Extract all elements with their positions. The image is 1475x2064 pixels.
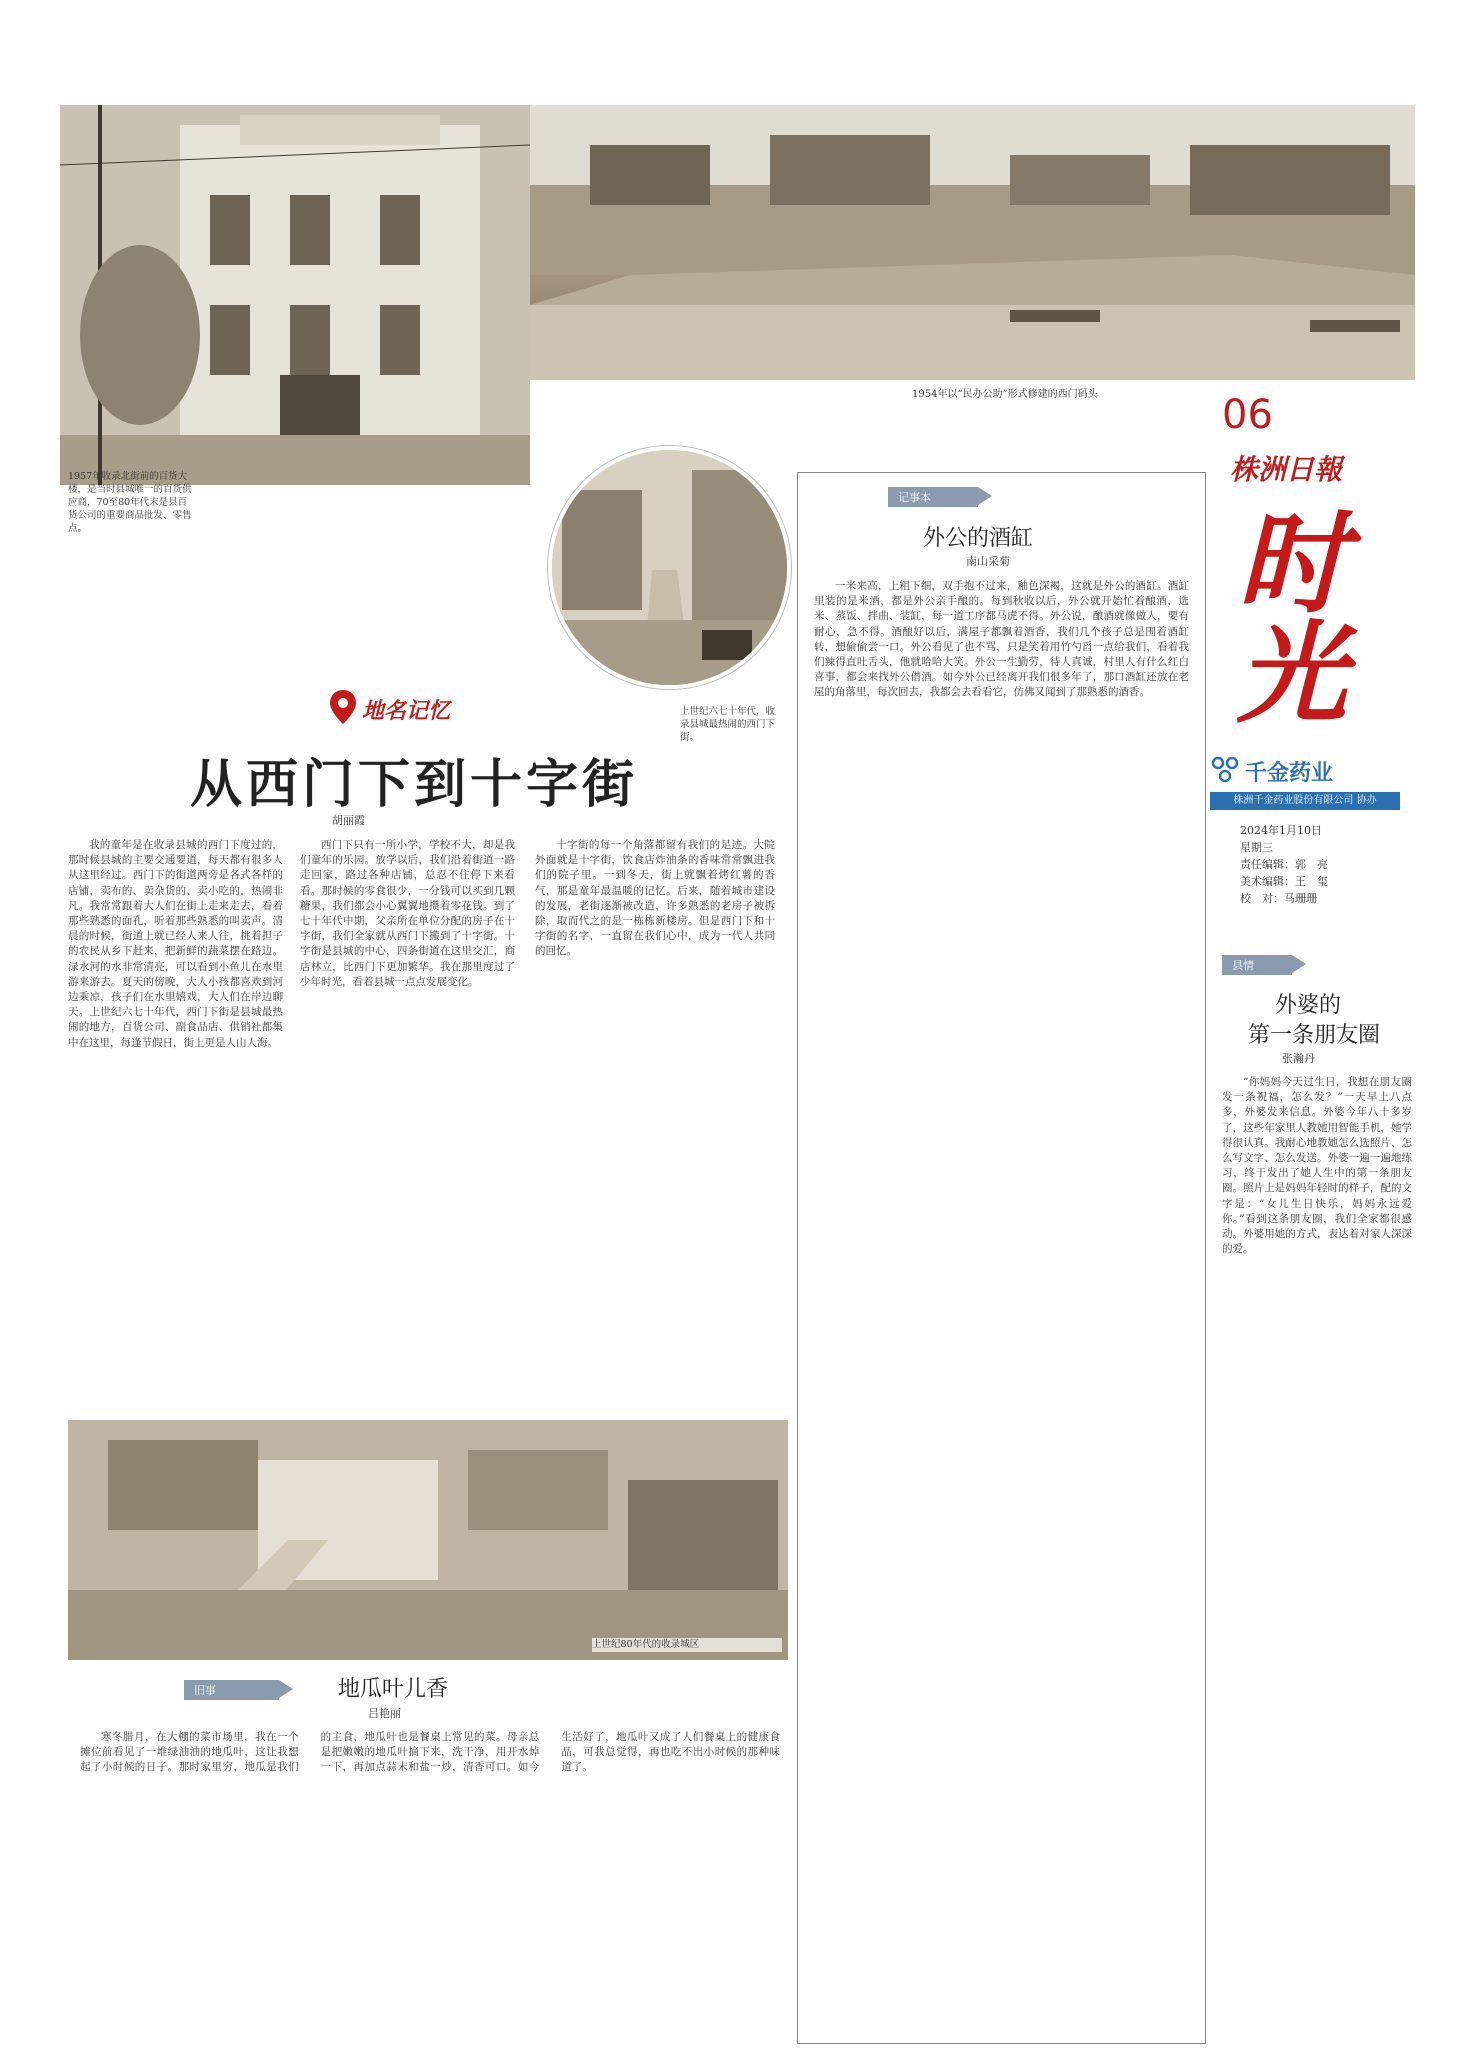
grandma-body [1222,1075,1412,2040]
section-name: 时光 [1219,505,1348,725]
main-col-1 [68,838,283,1413]
issue-weekday: 星期三 [1240,841,1273,854]
newspaper-name: 株洲日報 [1230,453,1343,486]
sweetpotato-body [80,1730,780,2030]
issue-editor: 责任编辑：郭 亮 [1240,858,1328,871]
sponsor-strip: 株洲千金药业股份有限公司 协办 [1210,792,1400,810]
aerial-photo [68,1420,788,1660]
main-col-1-text: 我的童年是在收录县城的西门下度过的，那时候县城的主要交通要道，每天都有很多人从这里经过。西门下的街道两旁是各式各样的店铺，卖布的、卖杂货的、卖小吃的，热闹非凡。我常常跟着大人们在街上走来走去，看着那些熟悉的面孔，听着那些熟悉的叫卖声。清晨的时候，街道上就已经人来人往，挑着担子的农民从乡下赶来，把新鲜的蔬菜摆在路边。渌水河的水非常清亮，可以看到小鱼儿在水里游来游去。夏天的傍晚，大人小孩都喜欢到河边乘凉，孩子们在水里嬉戏，大人们在岸边聊天。上世纪六七十年代，西门下街是县城最热闹的地方，百货公司、副食品店、供销社都集中在这里，每逢节假日，街上更是人山人海。 [68,839,283,1049]
dock-caption: 1954年以“民办公助”形式修建的西门码头 [912,389,1098,400]
wine-jar-box [797,472,1206,2044]
main-col-3-text: 十字街的每一个角落都留有我们的足迹。大院外面就是十字街，饮食店炸油条的香味常常飘进我们的院子里。一到冬天，街上就飘着烤红薯的香气，那是童年最温暖的记忆。后来，随着城市建设的发展，老街逐渐被改造，许多熟悉的老房子被拆除，取而代之的是一栋栋新楼房。但是西门下和十字街的名字，一直留在我们心中，成为一代人共同的回忆。 [535,839,775,958]
issue-proofreader: 校 对：马珊珊 [1240,892,1317,905]
issue-info [1240,822,1410,907]
wine-jar-text: 一米来高，上粗下细，双手抱不过来，釉色深褐，这就是外公的酒缸。酒缸里装的是米酒，都是外公亲手酿的。每到秋收以后，外公就开始忙着酿酒，选米、蒸饭、拌曲、装缸，每一道工序都马虎不得。外公说，酿酒就像做人，要有耐心，急不得。酒酿好以后，满屋子都飘着酒香，我们几个孩子总是围着酒缸转，想偷偷尝一口。外公看见了也不骂，只是笑着用竹勺舀一点给我们，看着我们辣得直吐舌头，他就哈哈大笑。外公一生勤劳，待人真诚，村里人有什么红白喜事，都会来找外公借酒。如今外公已经离开我们很多年了，那口酒缸还放在老屋的角落里，每次回去，我都会去看看它，仿佛又闻到了那熟悉的酒香。 [814,580,1189,699]
street-photo [548,446,791,689]
page-number: 06 [1222,392,1273,438]
grandma-author: 张瀚丹 [1282,1052,1315,1065]
issue-art-editor: 美术编辑：王 玺 [1240,875,1328,888]
sweetpotato-column-label: 旧事 [184,1680,279,1700]
sponsor-name: 千金药业 [1245,760,1334,786]
sweetpotato-title: 地瓜叶儿香 [338,1677,449,1702]
store-caption: 1957年收录北街前的百货大楼，是当时县城唯一的百货供应商，70至80年代末是县百货公司的重要商品批发、零售点。 [68,471,192,534]
main-col-2 [300,838,515,1413]
grandma-title-line1: 外婆的 [1275,993,1342,1018]
wine-jar-column-label: 记事本 [888,487,978,507]
grandma-column-label: 县情 [1222,955,1292,975]
grandma-text: “你妈妈今天过生日，我想在朋友圈发一条祝福，怎么发？”一天早上八点多，外婆发来信息。外婆今年八十多岁了，这些年家里人教她用智能手机，她学得很认真。我耐心地教她怎么选照片、怎么写文字、怎么发送。外婆一遍一遍地练习，终于发出了她人生中的第一条朋友圈。照片上是妈妈年轻时的样子，配的文字是：“女儿生日快乐，妈妈永远爱你。”看到这条朋友圈，我们全家都很感动。外婆用她的方式，表达着对家人深深的爱。 [1222,1076,1412,1256]
sponsor-logo-icon [1210,755,1242,789]
main-col-2-text: 西门下只有一所小学，学校不大，却是我们童年的乐园。放学以后，我们沿着街道一路走回家，路过各种店铺，总忍不住停下来看看。那时候的零食很少，一分钱可以买到几颗糖果，我们都会小心翼翼地攒着零花钱。到了七十年代中期，父亲所在单位分配的房子在十字街，我们全家就从西门下搬到了十字街。十字街是县城的中心，四条街道在这里交汇，商店林立，比西门下更加繁华。我在那里度过了少年时光，看着县城一点点发展变化。 [300,839,515,988]
grandma-title-line2: 第一条朋友圈 [1248,1023,1381,1048]
street-caption: 上世纪六七十年代，收录县城最热闹的西门下街。 [680,706,776,743]
main-title: 从西门下到十字街 [190,754,639,815]
wine-jar-author: 南山采菊 [966,555,1010,568]
main-column-label: 地名记忆 [362,698,451,724]
main-author: 胡丽霞 [332,814,365,827]
main-col-3 [535,838,775,1278]
issue-date: 2024年1月10日 [1240,824,1322,837]
wine-jar-title: 外公的酒缸 [923,526,1034,551]
location-pin-icon [330,690,356,728]
sweetpotato-text: 寒冬腊月，在大棚的菜市场里，我在一个摊位前看见了一堆绿油油的地瓜叶，这让我想起了小时候的日子。那时家里穷，地瓜是我们的主食，地瓜叶也是餐桌上常见的菜。母亲总是把嫩嫩的地瓜叶摘下来，洗干净，用开水焯一下，再加点蒜末和盐一炒，清香可口。如今生活好了，地瓜叶又成了人们餐桌上的健康食品，可我总觉得，再也吃不出小时候的那种味道了。 [80,1731,780,1774]
dock-photo [530,105,1415,380]
sweetpotato-author: 吕艳丽 [368,1707,401,1720]
wine-jar-body [814,579,1189,2029]
aerial-caption: 上世纪80年代的收录城区 [592,1638,782,1652]
store-photo [60,105,530,485]
